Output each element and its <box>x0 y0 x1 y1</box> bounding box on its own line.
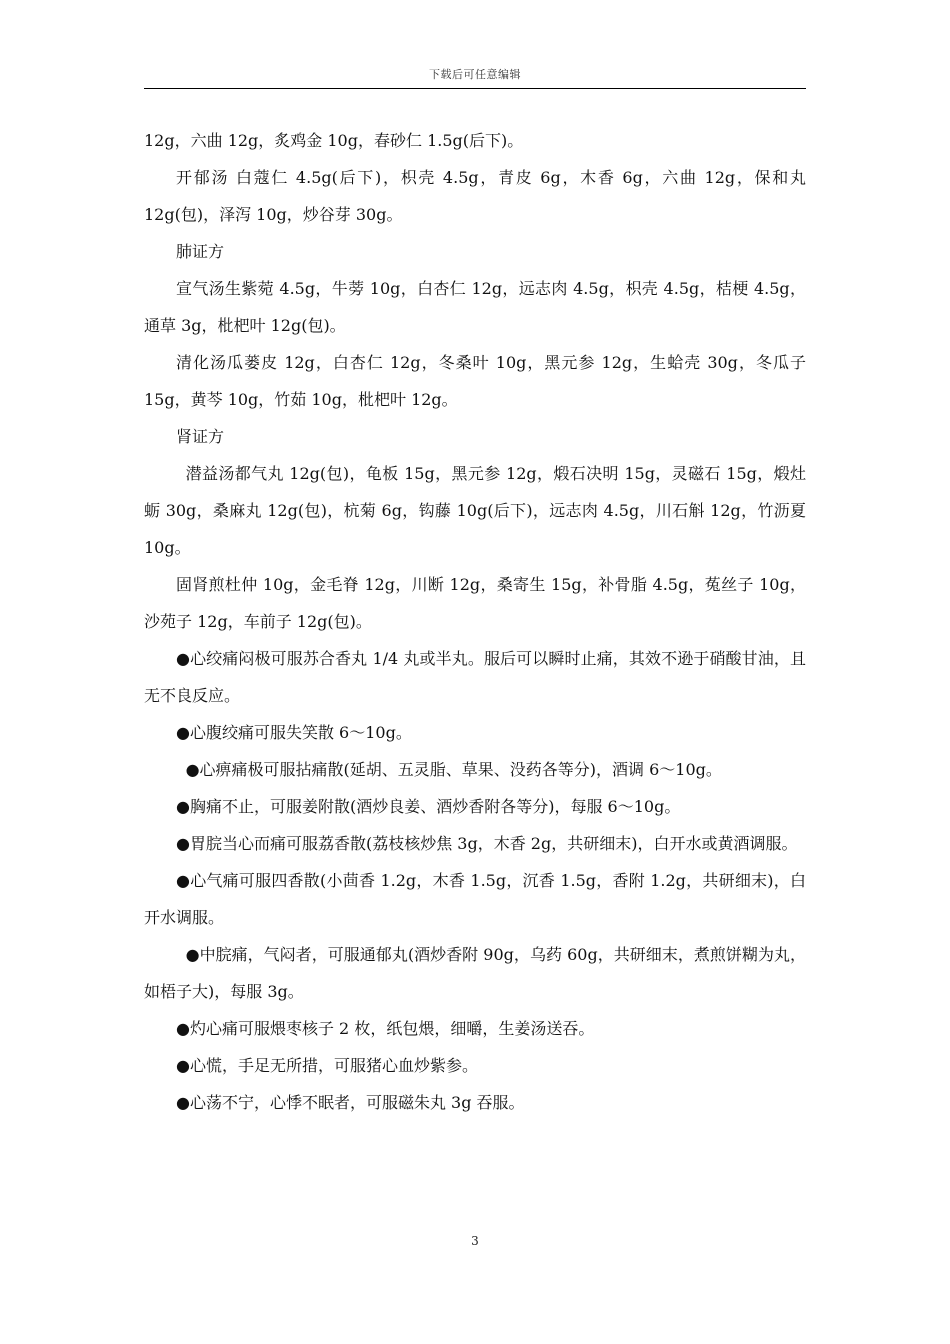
paragraph: 12g，六曲 12g，炙鸡金 10g，春砂仁 1.5g(后下)。 <box>144 131 524 150</box>
bullet-paragraph: ●胸痛不止，可服姜附散(酒炒良姜、酒炒香附各等分)，每服 6～10g。 <box>176 797 681 816</box>
header-divider <box>144 88 806 89</box>
section-heading: 肺证方 <box>176 242 225 261</box>
page-header: 下载后可任意编辑 <box>429 68 521 81</box>
bullet-paragraph: ●心荡不宁，心悸不眠者，可服磁朱丸 3g 吞服。 <box>176 1093 525 1112</box>
bullet-paragraph: ●心痹痛极可服拈痛散(延胡、五灵脂、草果、没药各等分)，酒调 6～10g。 <box>185 760 722 779</box>
bullet-paragraph: ●心绞痛闷极可服苏合香丸 1/4 丸或半丸。服后可以瞬时止痛，其效不逊于硝酸甘油，且无不良反应。 <box>144 649 806 705</box>
bullet-paragraph: ●中脘痛，气闷者，可服通郁丸(酒炒香附 90g，乌药 60g，共研细末，煮煎饼糊为丸，如梧子大)，每服 3g。 <box>144 945 806 1001</box>
bullet-paragraph: ●心慌，手足无所措，可服猪心血炒紫参。 <box>176 1056 478 1075</box>
paragraph: 清化汤瓜蒌皮 12g，白杏仁 12g，冬桑叶 10g，黑元参 12g，生蛤壳 30g，冬瓜子 15g，黄芩 10g，竹茹 10g，枇杷叶 12g。 <box>144 353 806 409</box>
bullet-paragraph: ●胃脘当心而痛可服荔香散(荔枝核炒焦 3g，木香 2g，共研细末)，白开水或黄酒调服。 <box>176 834 798 853</box>
bullet-paragraph: ●心气痛可服四香散(小茴香 1.2g，木香 1.5g，沉香 1.5g，香附 1.2g，共研细末)，白开水调服。 <box>144 871 806 927</box>
paragraph: 开郁汤 白蔻仁 4.5g(后下)，枳壳 4.5g，青皮 6g，木香 6g，六曲 12g，保和丸 12g(包)，泽泻 10g，炒谷芽 30g。 <box>144 168 806 224</box>
paragraph: 固肾煎杜仲 10g，金毛脊 12g，川断 12g，桑寄生 15g，补骨脂 4.5g，菟丝子 10g，沙苑子 12g，车前子 12g(包)。 <box>144 575 806 631</box>
document-body <box>144 122 806 1121</box>
paragraph: 潜益汤都气丸 12g(包)，龟板 15g，黑元参 12g，煅石决明 15g，灵磁石 15g，煅灶蛎 30g，桑麻丸 12g(包)，杭菊 6g，钩藤 10g(后下)，远志肉 4.5g，川石斛 12g，竹沥夏 10g。 <box>144 464 806 557</box>
bullet-paragraph: ●心腹绞痛可服失笑散 6～10g。 <box>176 723 412 742</box>
section-heading: 肾证方 <box>176 427 225 446</box>
paragraph: 宣气汤生紫菀 4.5g，牛蒡 10g，白杏仁 12g，远志肉 4.5g，枳壳 4.5g，桔梗 4.5g，通草 3g，枇杷叶 12g(包)。 <box>144 279 806 335</box>
bullet-paragraph: ●灼心痛可服煨枣核子 2 枚，纸包煨，细嚼，生姜汤送吞。 <box>176 1019 595 1038</box>
page-number: 3 <box>471 1234 479 1248</box>
